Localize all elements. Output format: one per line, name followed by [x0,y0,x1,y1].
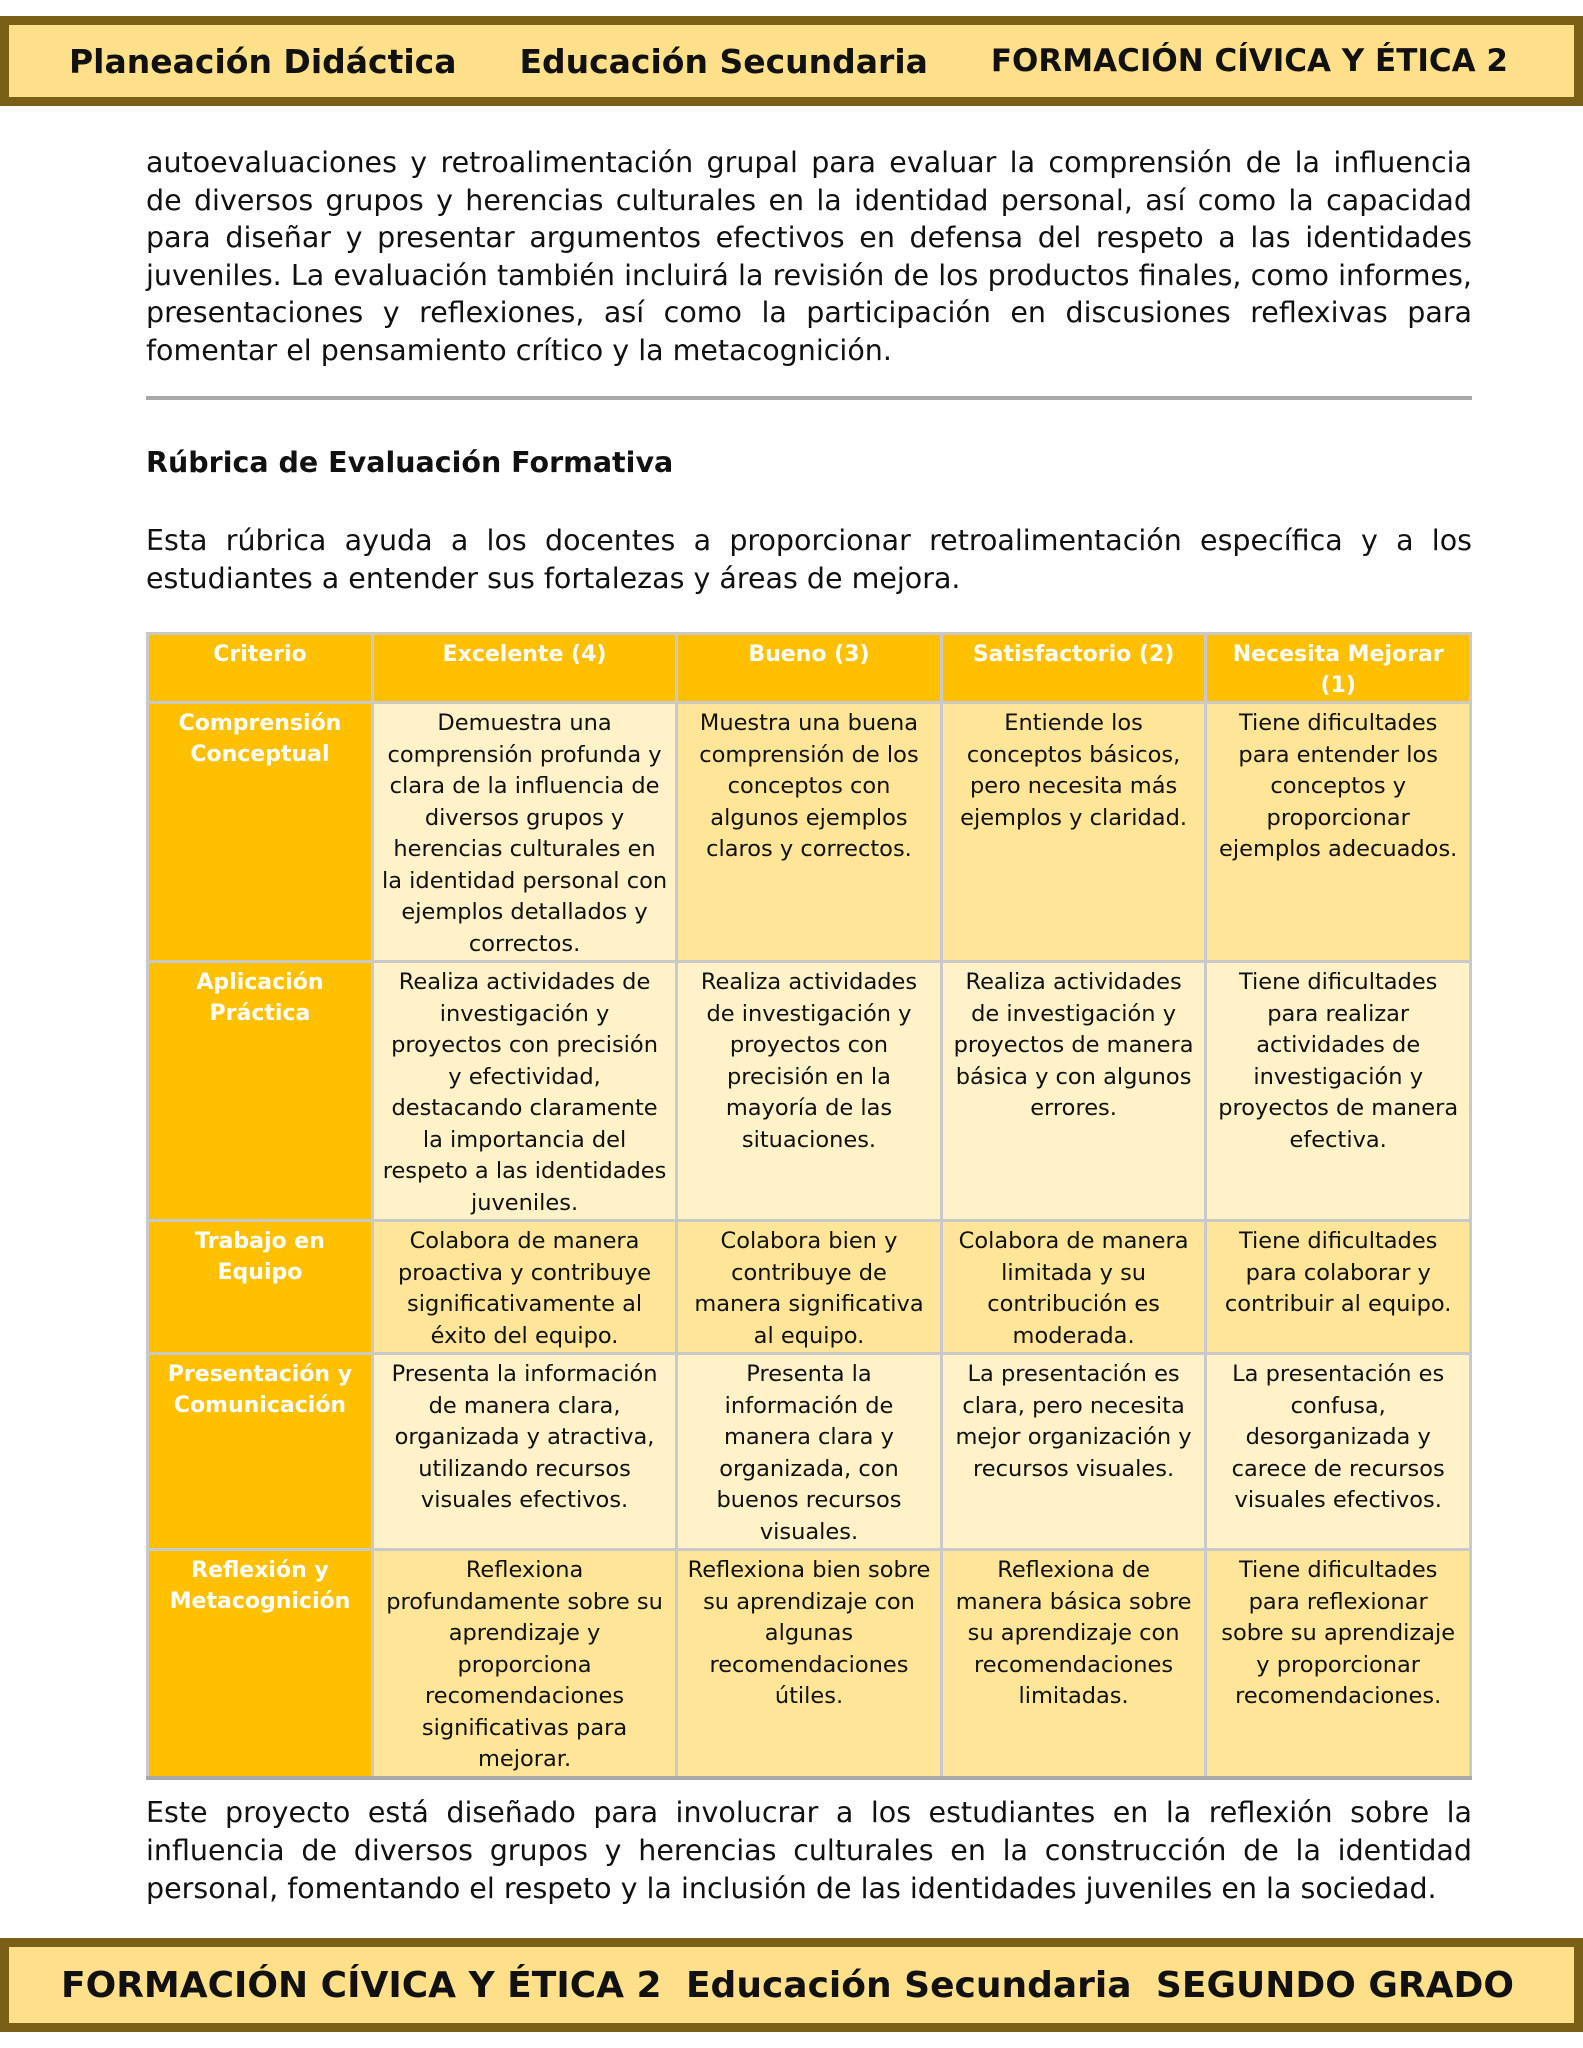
bueno-cell: Realiza actividades de investigación y proyectos con precisión en la mayoría de las situaciones. [677,962,942,1221]
column-header-bueno: Bueno (3) [677,634,942,703]
header-subject: FORMACIÓN CÍVICA Y ÉTICA 2 [990,43,1508,79]
table-row [148,1550,1471,1778]
excelente-cell: Reflexiona profundamente sobre su aprendizaje y proporciona recomendaciones significativas para mejorar. [372,1550,676,1778]
criterion-cell: Aplicación Práctica [148,962,373,1221]
page-header [0,16,1583,106]
bueno-cell: Muestra una buena comprensión de los conceptos con algunos ejemplos claros y correctos. [677,703,942,962]
section-heading: Rúbrica de Evaluación Formativa [146,446,674,479]
excelente-cell: Colabora de manera proactiva y contribuye significativamente al éxito del equipo. [372,1221,676,1354]
satisfactorio-cell: Reflexiona de manera básica sobre su aprendizaje con recomendaciones limitadas. [941,1550,1206,1778]
footer-grade: SEGUNDO GRADO [1155,1964,1514,2006]
excelente-cell: Realiza actividades de investigación y proyectos con precisión y efectividad, destacando claramente la importancia del respeto a las identidades juveniles. [372,962,676,1221]
bueno-cell: Presenta la información de manera clara y organizada, con buenos recursos visuales. [677,1354,942,1550]
rubric-header-row [148,634,1471,703]
satisfactorio-cell: Colabora de manera limitada y su contribución es moderada. [941,1221,1206,1354]
necesita-mejorar-cell: La presentación es confusa, desorganizada y carece de recursos visuales efectivos. [1206,1354,1471,1550]
necesita-mejorar-cell: Tiene dificultades para colaborar y contribuir al equipo. [1206,1221,1471,1354]
bueno-cell: Colabora bien y contribuye de manera significativa al equipo. [677,1221,942,1354]
column-header-satisfactorio: Satisfactorio (2) [941,634,1206,703]
bueno-cell: Reflexiona bien sobre su aprendizaje con algunas recomendaciones útiles. [677,1550,942,1778]
satisfactorio-cell: Entiende los conceptos básicos, pero necesita más ejemplos y claridad. [941,703,1206,962]
header-doc-type: Planeación Didáctica [69,41,457,81]
footer-level: Educación Secundaria [685,1964,1132,2006]
intro-paragraph: autoevaluaciones y retroalimentación grupal para evaluar la comprensión de la influencia de diversos grupos y herencias culturales en la identidad personal, así como la capacidad para diseñar y presentar argumentos efectivos en defensa del respeto a las identidades juveniles. La evaluación también incluirá la revisión de los productos finales, como informes, presentaciones y reflexiones, así como la participación en discusiones reflexivas para fomentar el pensamiento crítico y la metacognición. [146,146,1472,367]
satisfactorio-cell: La presentación es clara, pero necesita mejor organización y recursos visuales. [941,1354,1206,1550]
divider-top [146,396,1472,400]
closing-paragraph: Este proyecto está diseñado para involucrar a los estudiantes en la reflexión sobre la influencia de diversos grupos y herencias culturales en la construcción de la identidad personal, fomentando el respeto y la inclusión de las identidades juveniles en la sociedad. [146,1796,1472,1905]
excelente-cell: Presenta la información de manera clara, organizada y atractiva, utilizando recursos visuales efectivos. [372,1354,676,1550]
excelente-cell: Demuestra una comprensión profunda y clara de la influencia de diversos grupos y herencias culturales en la identidad personal con ejemplos detallados y correctos. [372,703,676,962]
table-row [148,1221,1471,1354]
table-row [148,962,1471,1221]
rubric-table [146,632,1472,1779]
criterion-cell: Presentación y Comunicación [148,1354,373,1550]
column-header-excelente: Excelente (4) [372,634,676,703]
header-level: Educación Secundaria [519,41,928,81]
column-header-criterio: Criterio [148,634,373,703]
criterion-cell: Comprensión Conceptual [148,703,373,962]
necesita-mejorar-cell: Tiene dificultades para reflexionar sobre su aprendizaje y proporcionar recomendaciones. [1206,1550,1471,1778]
necesita-mejorar-cell: Tiene dificultades para entender los conceptos y proporcionar ejemplos adecuados. [1206,703,1471,962]
footer-subject: FORMACIÓN CÍVICA Y ÉTICA 2 [61,1964,662,2006]
satisfactorio-cell: Realiza actividades de investigación y proyectos de manera básica y con algunos errores. [941,962,1206,1221]
divider-bottom [146,1776,1472,1780]
column-header-necesita-mejorar: Necesita Mejorar (1) [1206,634,1471,703]
necesita-mejorar-cell: Tiene dificultades para realizar actividades de investigación y proyectos de manera efectiva. [1206,962,1471,1221]
section-description: Esta rúbrica ayuda a los docentes a proporcionar retroalimentación específica y a los estudiantes a entender sus fortalezas y áreas de mejora. [146,524,1472,595]
page-footer [0,1938,1583,2032]
criterion-cell: Reflexión y Metacognición [148,1550,373,1778]
criterion-cell: Trabajo en Equipo [148,1221,373,1354]
table-row [148,1354,1471,1550]
table-row [148,703,1471,962]
